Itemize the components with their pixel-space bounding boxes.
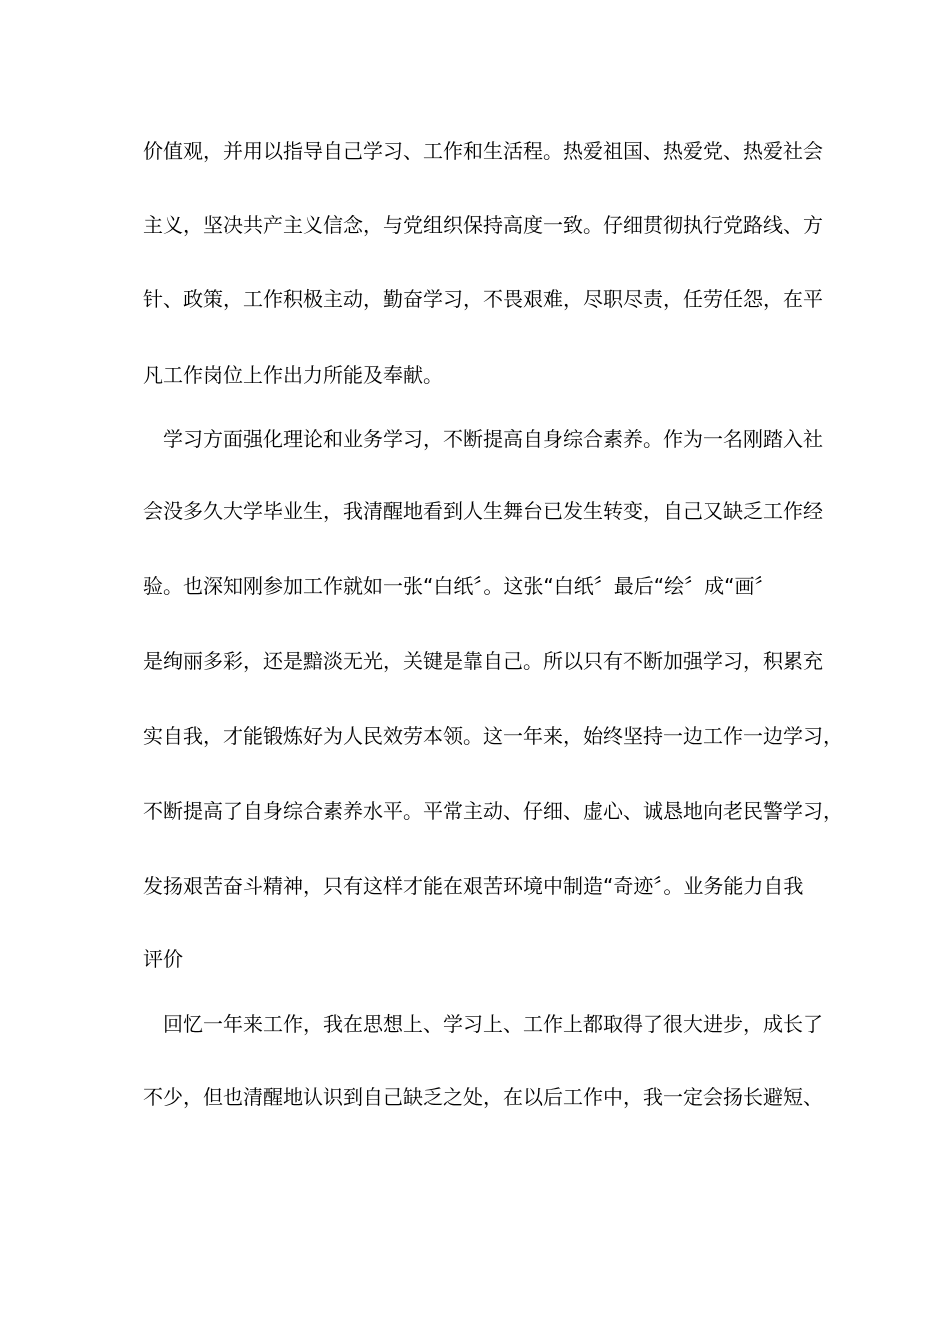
text-line: 是绚丽多彩，还是黯淡无光，关键是靠自己。所以只有不断加强学习，积累充 (143, 649, 823, 673)
text-line: 验。也深知刚参加工作就如一张“白纸〞。这张“白纸〞最后“绘〞成“画〞 (143, 574, 775, 598)
text-line: 会没多久大学毕业生，我清醒地看到人生舞台已发生转变，自己又缺乏工作经 (143, 499, 823, 523)
text-line: 不断提高了自身综合素养水平。平常主动、仔细、虚心、诚恳地向老民警学习， (143, 799, 843, 823)
paragraph-start-line: 学习方面强化理论和业务学习，不断提高自身综合素养。作为一名刚踏入社 (163, 427, 823, 451)
text-line: 评价 (143, 947, 183, 971)
text-line: 实自我，才能锻炼好为人民效劳本领。这一年来，始终坚持一边工作一边学习， (143, 724, 843, 748)
text-line: 凡工作岗位上作出力所能及奉献。 (143, 363, 443, 387)
text-line: 不少，但也清醒地认识到自己缺乏之处，在以后工作中，我一定会扬长避短、 (143, 1085, 823, 1109)
paragraph-start-line: 回忆一年来工作，我在思想上、学习上、工作上都取得了很大进步，成长了 (163, 1012, 823, 1036)
text-line: 价值观，并用以指导自己学习、工作和生活程。热爱祖国、热爱党、热爱社会 (143, 139, 823, 163)
text-line: 针、政策，工作积极主动，勤奋学习，不畏艰难，尽职尽责，任劳任怨，在平 (143, 287, 823, 311)
text-line: 发扬艰苦奋斗精神，只有这样才能在艰苦环境中制造“奇迹〞。业务能力自我 (143, 874, 804, 898)
text-line: 主义，坚决共产主义信念，与党组织保持高度一致。仔细贯彻执行党路线、方 (143, 213, 823, 237)
